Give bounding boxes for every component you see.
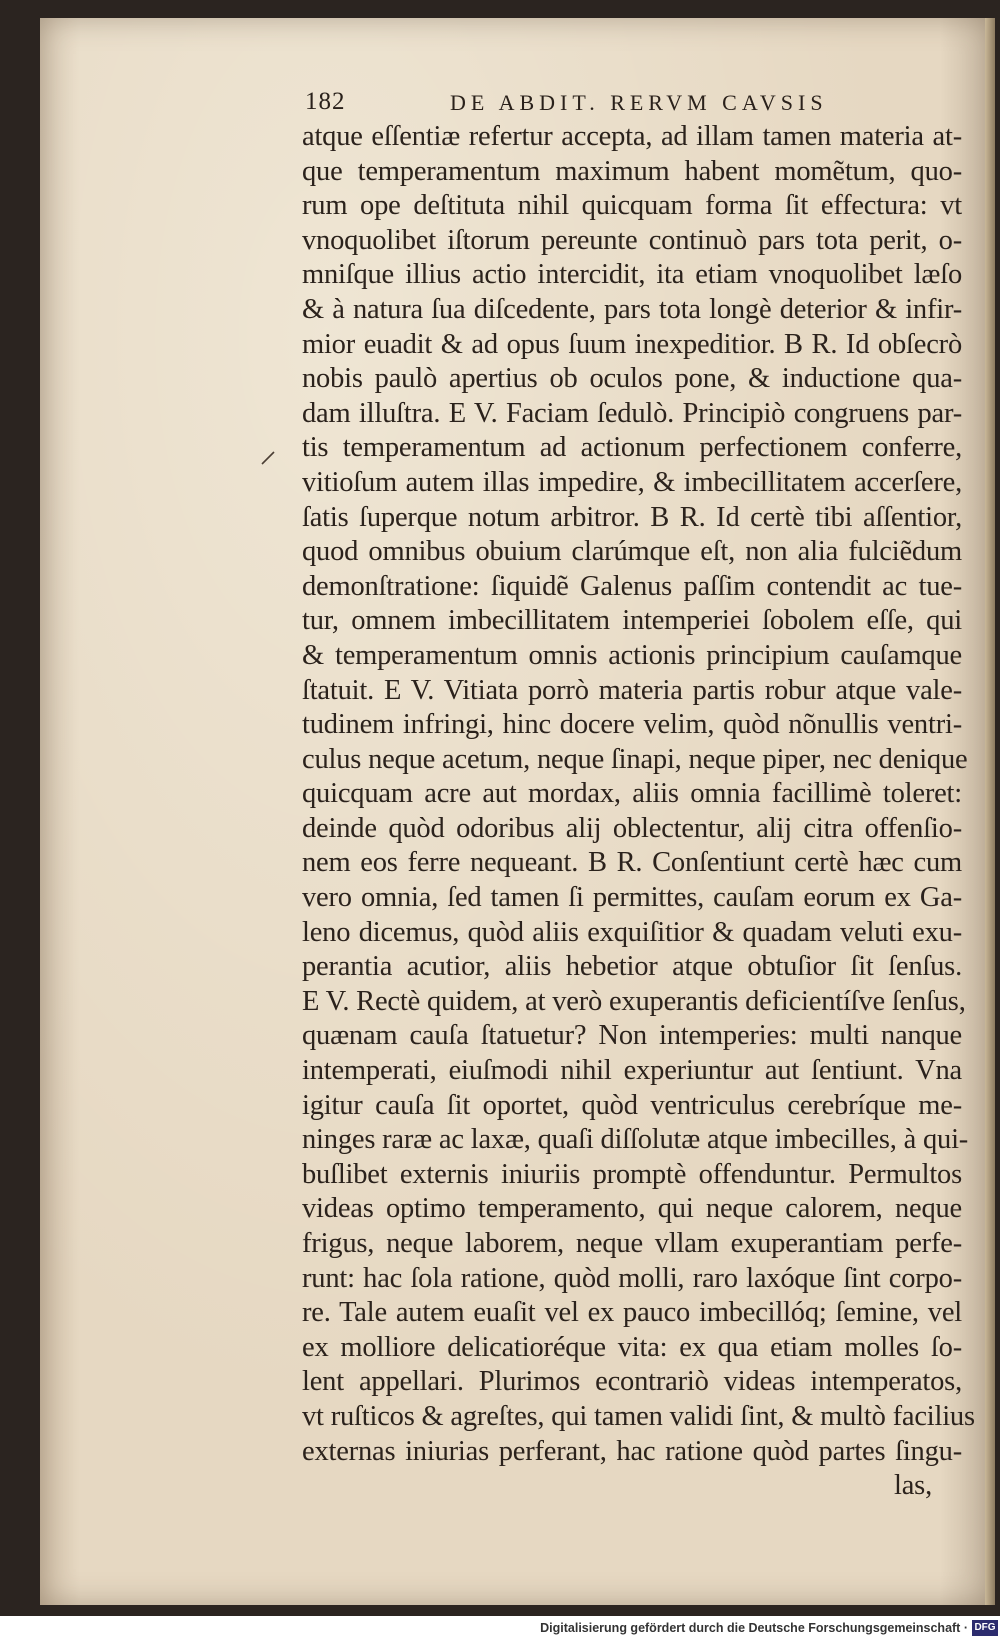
text-line: ex molliore delicatioréque vita: ex qua etiam molles ſo- <box>302 1331 962 1363</box>
text-line: tudinem infringi, hinc docere velim, quòd nõnullis ventri- <box>302 709 962 741</box>
page-header <box>305 88 865 118</box>
text-line: quod omnibus obuium clarúmque eſt, non alia fulciẽdum <box>302 536 962 568</box>
text-line: buſlibet externis iniuriis promptè offenduntur. Permultos <box>302 1158 962 1190</box>
text-line: ſtatuit. E V. Vitiata porrò materia partis robur atque vale- <box>302 674 962 706</box>
dfg-logo: DFG <box>972 1620 998 1636</box>
funding-note: Digitalisierung gefördert durch die Deutsche Forschungsgemeinschaft · <box>540 1621 968 1635</box>
page-number: 182 <box>305 88 346 115</box>
text-line: nobis paulò apertius ob oculos pone, & inductione qua- <box>302 363 962 395</box>
text-line: intemperati, eiuſmodi nihil experiuntur aut ſentiunt. Vna <box>302 1055 962 1087</box>
text-line: atque eſſentiæ refertur accepta, ad illam tamen materia at- <box>302 121 962 152</box>
text-line: ninges raræ ac laxæ, quaſi diſſolutæ atque imbecilles, à qui- <box>302 1124 969 1156</box>
text-line: las, <box>894 1470 932 1502</box>
text-line: nem eos ferre nequeant. B R. Conſentiunt certè hæc cum <box>302 847 962 879</box>
text-line: tis temperamentum ad actionum perfectionem conferre, <box>302 432 962 464</box>
text-line: quicquam acre aut mordax, aliis omnia facillimè toleret: <box>302 778 962 810</box>
text-line: frigus, neque laborem, neque vllam exuperantiam perfe- <box>302 1228 962 1259</box>
footer-bar <box>0 1616 1000 1643</box>
text-line: runt: hac ſola ratione, quòd molli, raro laxóque ſint corpo- <box>302 1262 962 1294</box>
text-line: tur, omnem imbecillitatem intemperiei ſobolem eſſe, qui <box>302 605 962 637</box>
body-text <box>302 120 975 1504</box>
text-line: deinde quòd odoribus alij oblectentur, alij citra offenſio- <box>302 812 962 844</box>
text-line: leno dicemus, quòd aliis exquiſitior & quadam veluti exu- <box>302 916 962 948</box>
text-line: vnoquolibet iſtorum pereunte continuò pars tota perit, o- <box>302 224 962 256</box>
page-edge <box>985 18 995 1605</box>
text-line: dam illuſtra. E V. Faciam ſedulò. Principiò congruens par- <box>302 397 962 429</box>
text-line: & à natura ſua diſcedente, pars tota longè deterior & infir- <box>302 293 962 325</box>
text-line: externas iniurias perferant, hac ratione quòd partes ſingu- <box>302 1435 962 1467</box>
text-line: demonſtratione: ſiquidẽ Galenus paſſim contendit ac tue- <box>302 570 962 602</box>
text-line: vt ruſticos & agreſtes, qui tamen validi ſint, & multò facilius <box>302 1400 975 1432</box>
text-line: E V. Rectè quidem, at verò exuperantis deficientíſve ſenſus, <box>302 985 966 1017</box>
running-title: DE ABDIT. RERVM CAVSIS <box>450 90 828 115</box>
text-line: ſatis ſuperque notum arbitror. B R. Id certè tibi aſſentior, <box>302 501 962 533</box>
text-line: videas optimo temperamento, qui neque calorem, neque <box>302 1193 962 1225</box>
text-line: igitur cauſa ſit oportet, quòd ventriculus cerebríque me- <box>302 1089 962 1121</box>
text-line: rum ope deſtituta nihil quicquam forma ſit effectura: vt <box>302 190 962 222</box>
text-line: lent appellari. Plurimos econtrariò videas intemperatos, <box>302 1366 962 1398</box>
text-line: re. Tale autem euaſit vel ex pauco imbecillóq; ſemine, vel <box>302 1297 962 1329</box>
text-line: mniſque illius actio intercidit, ita etiam vnoquolibet læſo <box>302 259 962 291</box>
text-line: vitioſum autem illas impedire, & imbecillitatem accerſere, <box>302 466 962 498</box>
text-line: culus neque acetum, neque ſinapi, neque piper, nec denique <box>302 743 968 775</box>
text-line: quænam cauſa ſtatuetur? Non intemperies: multi nanque <box>302 1020 962 1052</box>
text-line: mior euadit & ad opus ſuum inexpeditior. B R. Id obſecrò <box>302 328 962 360</box>
text-line: vero omnia, ſed tamen ſi permittes, cauſam eorum ex Ga- <box>302 882 962 914</box>
text-line: & temperamentum omnis actionis principium cauſamque <box>302 639 962 671</box>
margin-pencil-mark-icon <box>260 450 276 466</box>
text-line: perantia acutior, aliis hebetior atque obtuſior ſit ſenſus. <box>302 951 962 983</box>
text-line: que temperamentum maximum habent momẽtum, quo- <box>302 155 962 187</box>
